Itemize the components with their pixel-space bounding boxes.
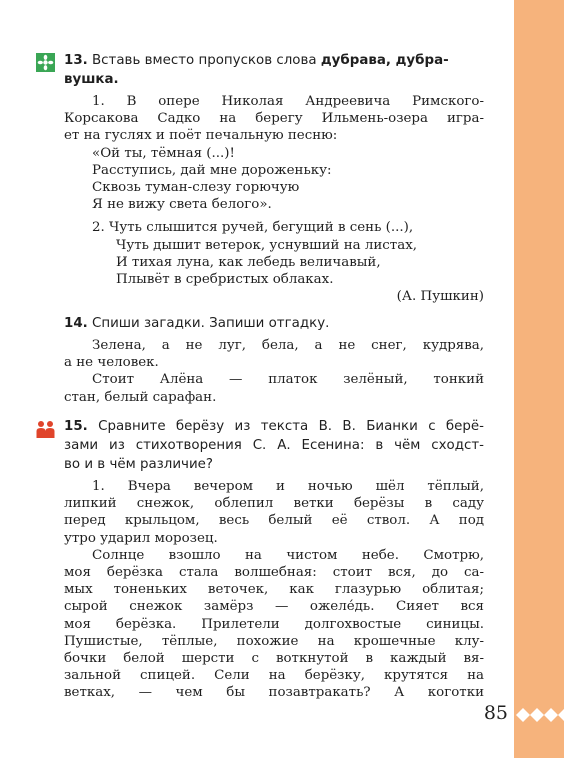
instruction-line: зами из стихотворения С. А. Есенина: в чём сходст-: [64, 438, 484, 453]
poem-line: Плывёт в сребристых облаках.: [116, 272, 334, 288]
text-line: утро ударил морозец.: [64, 530, 218, 546]
poem-line: 2. Чуть слышится ручей, бегущий в сень (...),: [92, 220, 414, 236]
text-line: липкий снежок, облепил ветки берёзы в саду: [64, 496, 484, 512]
task-14: [64, 314, 484, 406]
task-13-paragraph: [64, 93, 484, 145]
page-number: 85: [483, 702, 508, 724]
text-line: зальной спицей. Сели на берёзку, крутятся на: [64, 668, 484, 684]
poem-line: И тихая луна, как лебедь величавый,: [116, 254, 381, 270]
riddles: [64, 337, 484, 406]
diamond-ornament-icon: [514, 704, 564, 726]
task-number: 15.: [64, 419, 88, 434]
riddle-line: а не человек.: [64, 355, 159, 371]
side-decorative-strip: [514, 0, 564, 758]
riddle-line: Зелена, а не луг, бела, а не снег, кудрява,: [92, 338, 484, 353]
text-line: сырой снежок замёрз — ожеле́дь. Сияет вся: [64, 599, 484, 615]
riddle-line: стан, белый сарафан.: [64, 389, 217, 405]
text-line: 1. Вчера вечером и ночью шёл тёплый,: [92, 479, 484, 494]
text-line: 1. В опере Николая Андреевича Римского-: [92, 94, 484, 109]
task-number: 13.: [64, 53, 88, 68]
text-line: перед крыльцом, весь белый её ствол. А под: [64, 513, 484, 529]
task-15: [64, 417, 484, 702]
text-line: бочки белой шерсти с воткнутой в каждый вя-: [64, 651, 484, 667]
song-line: Я не вижу света белого».: [92, 197, 272, 213]
task-13: [64, 51, 484, 305]
pair-work-icon: [36, 420, 55, 439]
task-15-text: [64, 478, 484, 702]
riddle-line: Стоит Алёна — платок зелёный, тонкий: [92, 372, 484, 388]
task-13-instruction: [64, 51, 484, 89]
target-words-continued: вушка.: [64, 72, 119, 87]
poem-excerpt: [64, 219, 484, 305]
text-line: ет на гуслях и поёт печальную песню:: [64, 128, 338, 144]
task-15-instruction: [64, 417, 484, 474]
text-line: мых тоненьких веточек, как глазурью облитая;: [64, 582, 484, 598]
song-excerpt: [64, 145, 484, 214]
text-line: Пушистые, тёплые, похожие на крошечные клу-: [64, 633, 484, 649]
text-line: моя берёзка стала волшебная: стоит вся, до са-: [64, 565, 484, 581]
instruction-line: во и в чём различие?: [64, 457, 214, 472]
poem-author: (А. Пушкин): [396, 289, 484, 305]
instruction-line: Сравните берёзу из текста В. В. Бианки с берё-: [98, 419, 484, 434]
text-line: Корсакова Садко на берегу Ильмень-озера игра-: [64, 111, 484, 127]
instruction-text: Спиши загадки. Запиши отгадку.: [92, 316, 330, 331]
song-line: «Ой ты, тёмная (...)!: [92, 145, 235, 161]
task-number: 14.: [64, 316, 88, 331]
poem-line: Чуть дышит ветерок, уснувший на листах,: [116, 237, 418, 253]
green-flower-icon: [36, 53, 55, 72]
instruction-text: Вставь вместо пропусков слова: [92, 53, 317, 68]
song-line: Сквозь туман-слезу горючую: [92, 180, 300, 196]
song-line: Расступись, дай мне дороженьку:: [92, 162, 332, 178]
target-words: дубрава, дубра-: [320, 53, 449, 68]
text-line: Солнце взошло на чистом небе. Смотрю,: [92, 547, 484, 563]
text-line: моя берёзка. Прилетели долгохвостые синицы.: [64, 616, 484, 632]
task-14-instruction: [64, 314, 484, 333]
text-line: ветках, — чем бы позавтракать? А коготки: [64, 685, 484, 701]
